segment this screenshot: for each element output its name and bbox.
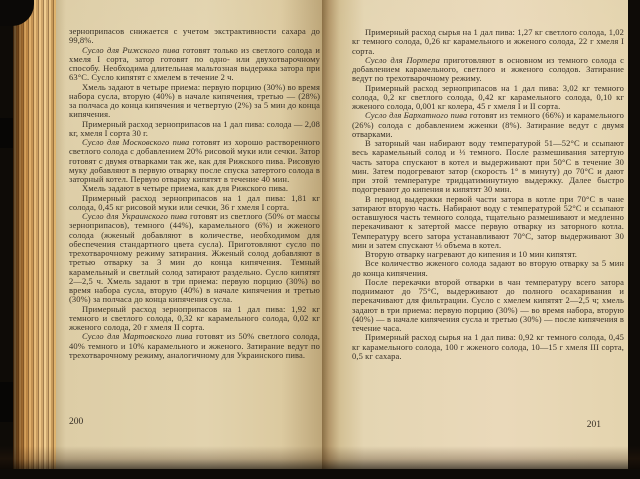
paragraph <box>352 56 624 84</box>
paragraph <box>69 138 320 184</box>
text-segment: В заторный чан набирают воду температурой 51—52°С и ссыпают весь карамельный солод и ⅓ темного. После размешивания затертую часть затора спускают в котел и выдерживают при 50°С в течение 30 мин. Затем подогревают затор (скорость 1° в минуту) до 70°С и дают при этой температуре тридцатиминутную выдержку. Далее быстро подогревают до кипения и кипятят 30 мин. <box>352 138 624 195</box>
text-segment: Примерный расход сырья на 1 дал пива: 1,27 кг светлого солода, 1,02 кг темного солода, 0,26 кг карамельного и жженого солода, 22 г хмеля I сорта. <box>352 27 624 56</box>
paragraph <box>352 333 624 361</box>
text-segment: Примерный расход зерноприпасов на 1 дал пива: 1,92 кг темного и светлого солода, 0,32 кг карамельного солода, 0,02 кг жженого солода, 20 г хмеля II сорта. <box>69 303 320 332</box>
paragraph <box>69 120 320 139</box>
paragraph <box>69 27 320 46</box>
text-segment: В период выдержки первой части затора в котле при 70°С в чане затирают вторую часть. Набирают воду с температурой 52°С и ссыпают оставшуюся часть темного солода, тщательно размешивают и медленно перекачивают к затертой массе первую отварку из заторного котла. Температуру всего затора устанавливают 70°С, затор выдерживают 30 мин и затем спускают ⅓ объема в котел. <box>352 193 624 250</box>
text-segment: Хмель задают в четыре приема: первую порцию (30%) во время набора сусла, вторую (40%) в начале кипячения, третью — (28%) за полчаса до конца кипячения и четвертую (2%) за 5 мин до конца кипячения. <box>69 81 320 120</box>
text-segment: готовят из темного (66%) и карамельного (26%) солода с добавлением жженки (8%). Затирание ведут с двумя отварками. <box>352 110 624 139</box>
right-page-text <box>352 28 624 361</box>
text-segment: Вторую отварку нагревают до кипения и 10 мин кипятят. <box>365 249 578 259</box>
page-edge-stack <box>13 0 56 469</box>
left-page-text <box>69 27 320 360</box>
text-segment: Сусло для Бархатного пива <box>365 110 468 121</box>
paragraph <box>352 278 624 334</box>
text-segment: Сусло для Украинского пива <box>82 211 188 221</box>
text-segment: готовят только из светлого солода и хмеля I сорта, затор готовят по одно- или двухотварочному способу. Необходима длительная мальтозная выдержка затора при 63°С. Сусло кипятят с хмелем в течение 2 ч. <box>69 44 321 83</box>
paragraph <box>69 46 320 83</box>
text-segment: Хмель задают в четыре приема, как для Рижского пива. <box>82 183 289 194</box>
text-segment: Сусло для Портера <box>365 54 440 65</box>
paragraph <box>352 84 624 112</box>
text-segment: готовят из хорошо растворенного светлого солода с добавлением 20% рисовой муки или сечки. Затор готовят с двумя отварками так же, как для Рижского пива. Рисовую муку добавляют в первую отварку после спуска затертого солода в заторный котел. Первую отварку кипятят в течение 40 мин. <box>69 137 320 184</box>
text-segment: готовят из 50% светлого солода, 40% темного и 10% карамельного и жженого. Затирание ведут по трехотварочному режиму, аналогичному для Украинского пива. <box>69 331 320 360</box>
paragraph <box>69 305 320 333</box>
page-edge-notch <box>0 118 13 148</box>
paragraph <box>352 28 624 56</box>
text-segment: готовят из светлого (50% от массы зерноприпасов), темного (44%), карамельного (6%) и жженого солода (жженый добавляют в количестве, необходимом для обеспечения стандартного цвета сусла). Приготовляют сусло по трехотварочному режиму затирания. Жженый солод добавляют в третью отварку за 3 мин до конца кипячения. Темный карамельный и светлый солод затирают раздельно. Сусло кипятят 2—2,5 ч. Хмель задают в три приема: первую порцию (30%) во время набора сусла, вторую (40%) в начале кипячения и третью (30%) за полчаса до конца кипячения сусла. <box>69 211 320 305</box>
text-segment: После перекачки второй отварки в чан температуру всего затора поднимают до 75°С, выдерживают до полного осахаривания и перекачивают для фильтрации. Сусло с хмелем кипятят 2—2,5 ч; хмель задают в три приема: первую порцию (30%) — во время набора, вторую (40%) — в начале кипячения сусла и третью (30%) — после кипячения в течение часа. <box>352 276 624 333</box>
left-page-number: 200 <box>69 417 84 427</box>
paragraph <box>69 332 320 360</box>
paragraph <box>352 111 624 139</box>
page-edge-notch <box>0 382 13 422</box>
text-segment: Сусло для Мартовского пива <box>82 331 193 342</box>
right-page-number: 201 <box>586 420 601 430</box>
text-segment: приготовляют в основном из темного солода с добавлением карамельного, светлого и жженого солодов. Затирание ведут по трехотварочному режиму. <box>352 54 625 84</box>
right-page <box>322 0 628 469</box>
left-page <box>56 0 322 469</box>
text-segment: Примерный расход зерноприпасов на 1 дал пива: 3,02 кг темного солода, 0,2 кг светлого солода, 0,42 кг карамельного солода, 0,10 кг жженого солода, 0,001 кг колера, 45 г хмеля I и II сорта. <box>352 82 624 111</box>
text-segment: Сусло для Московского пива <box>82 137 190 147</box>
paragraph <box>69 212 320 305</box>
paragraph <box>352 139 624 195</box>
text-segment: Примерный расход зерноприпасов на 1 дал пива: солода — 2,08 кг, хмеля I сорта 30 г. <box>69 118 320 138</box>
paragraph <box>69 83 320 120</box>
text-segment: Сусло для Рижского пива <box>82 44 180 55</box>
text-segment: Примерный расход сырья на 1 дал пива: 0,92 кг темного солода, 0,45 кг карамельного солода, 100 г жженого солода, 10—15 г хмеля III сорта, 0,5 кг сахара. <box>352 332 624 361</box>
text-segment: Все количество жженого солода задают во вторую отварку за 5 мин до конца кипячения. <box>352 258 624 278</box>
bottom-shadow <box>0 446 640 469</box>
paragraph <box>69 194 320 213</box>
paragraph <box>352 195 624 251</box>
text-segment: зерноприпасов снижается с учетом экстрактивности сахара до 99,8%. <box>69 26 320 46</box>
paragraph <box>352 259 624 278</box>
text-segment: Примерный расход зерноприпасов на 1 дал пива: 1,81 кг солода, 0,45 кг рисовой муки или сечки, 36 г хмеля I сорта. <box>69 192 320 212</box>
